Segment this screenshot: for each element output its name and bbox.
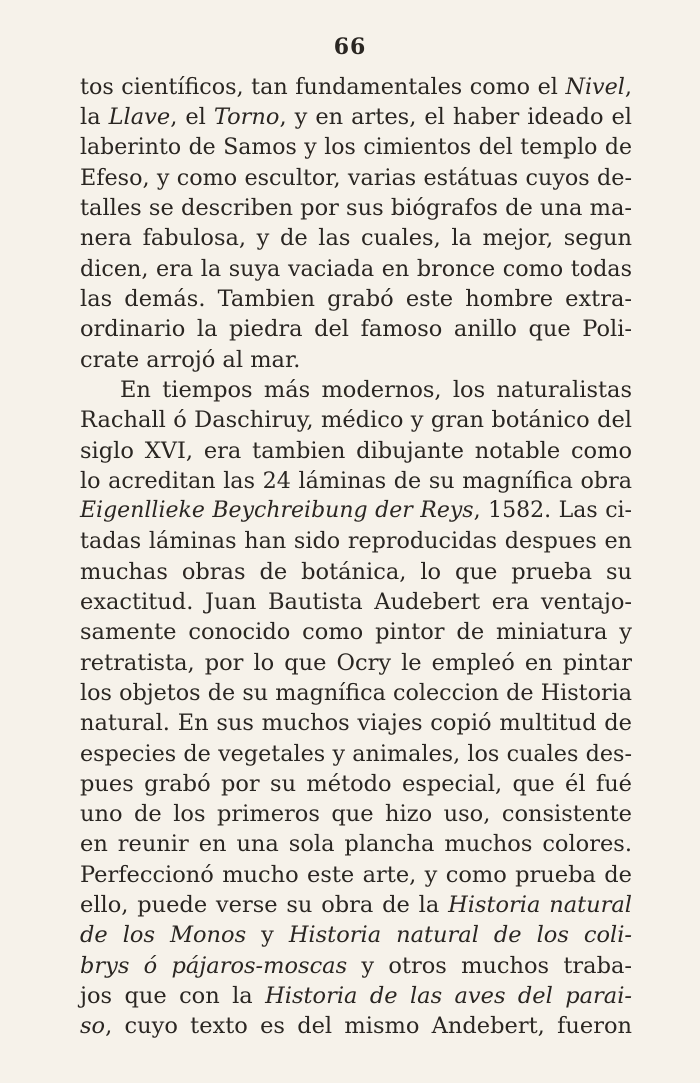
italic-title-segment: Eigenllieke Beychreibung der Reys bbox=[80, 498, 474, 524]
text-segment: , y en artes, el haber ideado el bbox=[279, 104, 633, 131]
italic-title-segment: Torno bbox=[213, 104, 280, 131]
text-segment: retratista, por lo que Ocry le empleó en pintar bbox=[80, 649, 632, 676]
text-segment: En tiempos más modernos, los naturalistas bbox=[120, 376, 632, 403]
text-line bbox=[80, 557, 632, 587]
text-line bbox=[80, 284, 632, 314]
text-segment: los objetos de su magnífica coleccion de Historia bbox=[80, 679, 632, 706]
text-segment: , 1582. Las ci- bbox=[473, 498, 632, 524]
text-line bbox=[80, 920, 632, 950]
italic-title-segment: brys ó pájaros-moscas bbox=[80, 952, 348, 979]
text-line bbox=[80, 799, 632, 829]
text-segment: natural. En sus muchos viajes copió multitud de bbox=[80, 710, 632, 737]
text-segment: Perfeccionó mucho este arte, y como prueba de bbox=[80, 861, 632, 888]
text-segment: lo acreditan las 24 láminas de su magnífica obra bbox=[80, 467, 632, 494]
italic-title-segment: de los Monos bbox=[80, 922, 247, 949]
text-segment: en reunir en una sola plancha muchos colores. bbox=[80, 831, 632, 858]
italic-title-segment: Nivel bbox=[565, 74, 625, 100]
text-line bbox=[80, 405, 632, 435]
italic-title-segment: so bbox=[80, 1013, 106, 1040]
text-line bbox=[80, 981, 632, 1011]
text-segment: nera fabulosa, y de las cuales, la mejor, segun bbox=[80, 225, 632, 252]
italic-title-segment: Historia natural de los coli- bbox=[288, 922, 632, 949]
text-line bbox=[80, 951, 632, 981]
text-line bbox=[80, 193, 632, 223]
text-line bbox=[80, 496, 632, 526]
text-segment: y bbox=[246, 922, 289, 949]
text-line bbox=[80, 587, 632, 617]
text-line bbox=[80, 466, 632, 496]
text-segment: jos que con la bbox=[80, 982, 266, 1009]
text-segment: las demás. Tambien grabó este hombre extra- bbox=[80, 286, 632, 313]
text-segment: ordinario la piedra del famoso anillo que Poli- bbox=[80, 316, 632, 343]
text-line bbox=[80, 617, 632, 647]
text-segment: Efeso, y como escultor, varias estátuas cuyos de- bbox=[80, 164, 632, 191]
text-line bbox=[80, 890, 632, 920]
text-segment: exactitud. Juan Bautista Audebert era ventajo- bbox=[80, 589, 632, 616]
text-segment: uno de los primeros que hizo uso, consistente bbox=[80, 801, 632, 828]
body-text bbox=[80, 72, 632, 1042]
text-segment: crate arrojó al mar. bbox=[80, 346, 301, 373]
text-line bbox=[80, 223, 632, 253]
text-segment: ello, puede verse su obra de la bbox=[80, 892, 449, 919]
text-segment: dicen, era la suya vaciada en bronce como todas bbox=[80, 255, 632, 282]
text-segment: laberinto de Samos y los cimientos del templo de bbox=[80, 134, 632, 160]
text-line bbox=[80, 163, 632, 193]
text-segment: pues grabó por su método especial, que él fué bbox=[80, 770, 632, 797]
text-line bbox=[80, 526, 632, 556]
text-line bbox=[80, 375, 632, 405]
text-segment: siglo XVI, era tambien dibujante notable como bbox=[80, 437, 632, 464]
page-number: 66 bbox=[333, 34, 367, 60]
italic-title-segment: Historia de las aves del parai- bbox=[265, 982, 632, 1009]
text-line bbox=[80, 648, 632, 678]
text-line bbox=[80, 254, 632, 284]
text-segment: , el bbox=[170, 104, 214, 131]
text-segment: la bbox=[80, 104, 109, 131]
text-segment: , bbox=[624, 74, 632, 100]
text-line bbox=[80, 133, 632, 163]
text-line bbox=[80, 1011, 632, 1041]
text-segment: especies de vegetales y animales, los cuales des- bbox=[80, 740, 632, 767]
text-line bbox=[80, 436, 632, 466]
italic-title-segment: Historia natural bbox=[448, 892, 633, 919]
text-line bbox=[80, 72, 632, 102]
text-segment: muchas obras de botánica, lo que prueba su bbox=[80, 558, 632, 585]
italic-title-segment: Llave bbox=[108, 104, 171, 131]
text-line bbox=[80, 829, 632, 859]
text-line bbox=[80, 678, 632, 708]
text-segment: y otros muchos traba- bbox=[347, 952, 632, 979]
text-line bbox=[80, 314, 632, 344]
text-line bbox=[80, 708, 632, 738]
text-line bbox=[80, 739, 632, 769]
text-line bbox=[80, 345, 632, 375]
text-line bbox=[80, 860, 632, 890]
text-line bbox=[80, 102, 632, 132]
text-segment: tadas láminas han sido reproducidas despues en bbox=[80, 528, 632, 555]
text-segment: Rachall ó Daschiruy, médico y gran botánico del bbox=[80, 407, 632, 434]
text-segment: talles se describen por sus biógrafos de una ma- bbox=[80, 195, 632, 222]
text-segment: tos científicos, tan fundamentales como el bbox=[80, 74, 566, 100]
text-segment: , cuyo texto es del mismo Andebert, fueron bbox=[105, 1013, 632, 1040]
text-segment: samente conocido como pintor de miniatura y bbox=[80, 619, 632, 646]
text-line bbox=[80, 769, 632, 799]
